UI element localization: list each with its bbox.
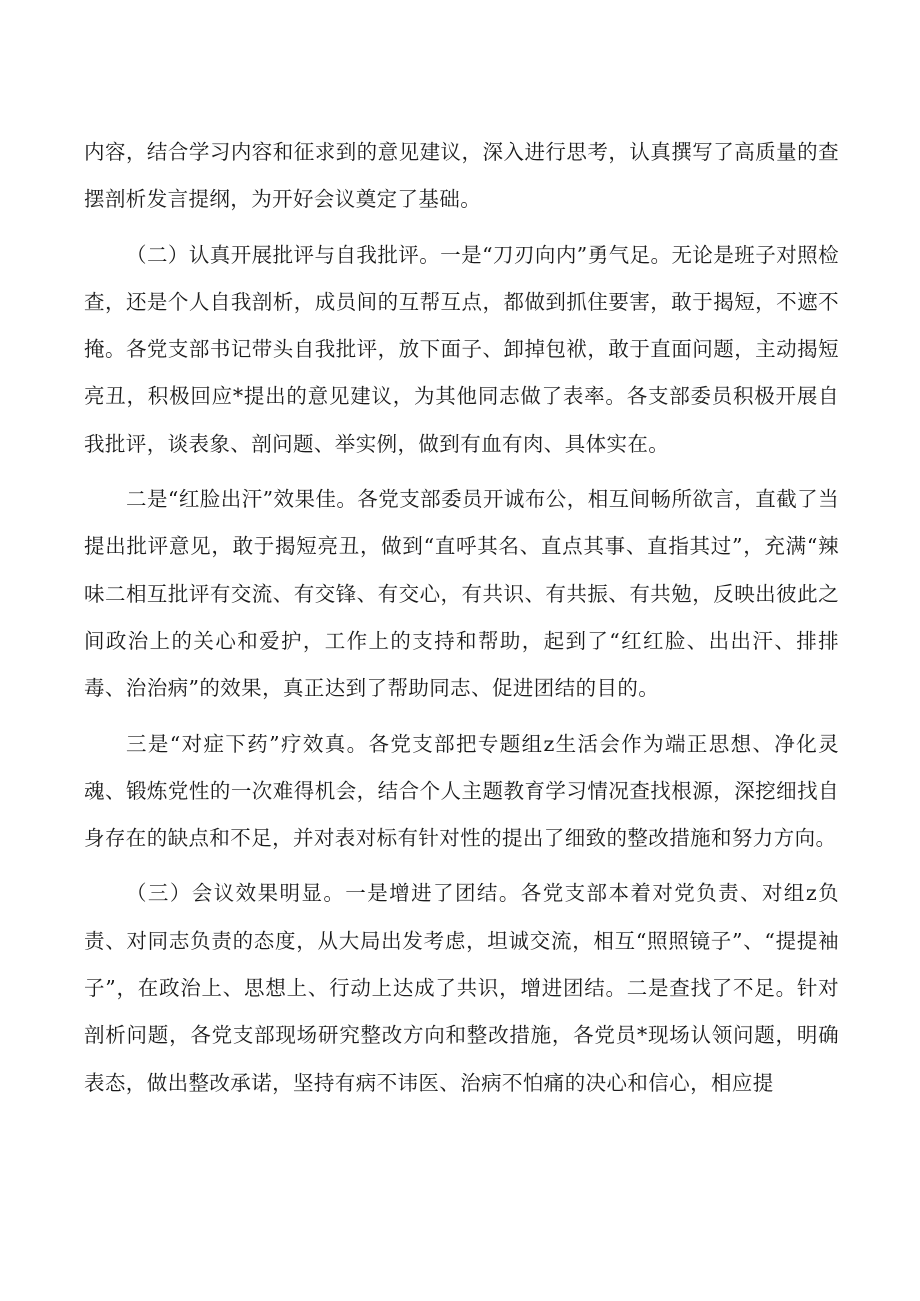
paragraph-section-2: （二）认真开展批评与自我批评。一是“刀刃向内”勇气足。无论是班子对照检查，还是个人自我剖析，成员间的互帮互点，都做到抓住要害，敢于揭短，不遮不掩。各党支部书记带头自我批评，放下面子、卸掉包袱，敢于直面问题，主动揭短亮丑，积极回应*提出的意见建议，为其他同志做了表率。各支部委员积极开展自我批评，谈表象、剖问题、举实例，做到有血有肉、具体实在。 <box>84 242 839 456</box>
document-body <box>84 129 839 1107</box>
paragraph-section-3: （三）会议效果明显。一是增进了团结。各党支部本着对党负责、对组z负责、对同志负责的态度，从大局出发考虑，坦诚交流，相互“照照镜子”、“提提袖子”，在政治上、思想上、行动上达成了共识，增进团结。二是查找了不足。针对剖析问题，各党支部现场研究整改方向和整改措施，各党员*现场认领问题，明确表态，做出整改承诺，坚持有病不讳医、治病不怕痛的决心和信心，相应提 <box>84 881 839 1095</box>
paragraph-continuation: 内容，结合学习内容和征求到的意见建议，深入进行思考，认真撰写了高质量的查摆剖析发言提纲，为开好会议奠定了基础。 <box>84 140 839 212</box>
paragraph-point-2: 二是“红脸出汗”效果佳。各党支部委员开诚布公，相互间畅所欲言，直截了当提出批评意见，敢于揭短亮丑，做到“直呼其名、直点其事、直指其过”，充满“辣味二相互批评有交流、有交锋、有交心，有共识、有共振、有共勉，反映出彼此之间政治上的关心和爱护，工作上的支持和帮助，起到了“红红脸、出出汗、排排毒、治治病”的效果，真正达到了帮助同志、促进团结的目的。 <box>84 487 839 701</box>
paragraph-point-3: 三是“对症下药”疗效真。各党支部把专题组z生活会作为端正思想、净化灵魂、锻炼党性的一次难得机会，结合个人主题教育学习情况查找根源，深挖细找自身存在的缺点和不足，并对表对标有针对性的提出了细致的整改措施和努力方向。 <box>84 731 839 851</box>
